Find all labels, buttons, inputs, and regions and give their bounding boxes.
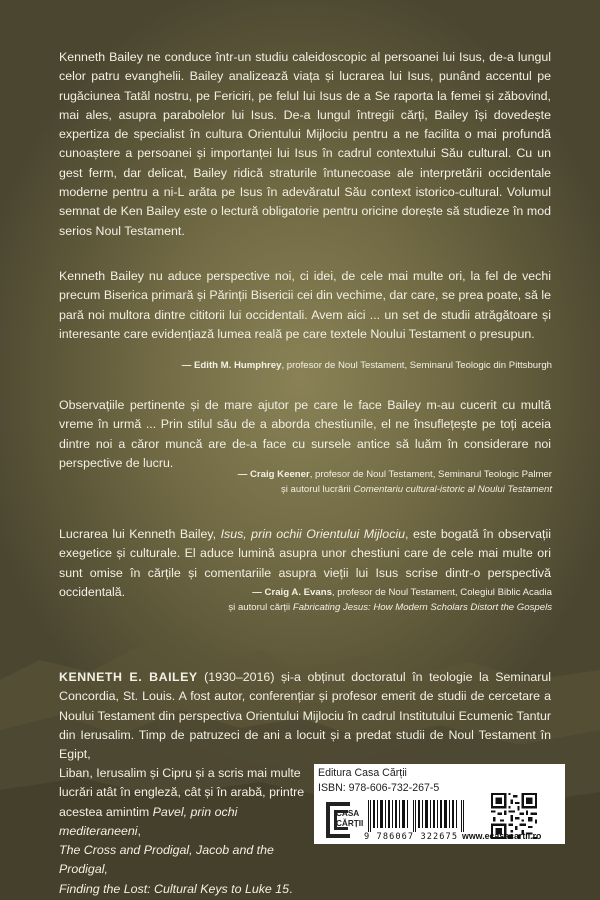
review-attribution-2 <box>132 358 552 373</box>
author-bio-continued <box>59 764 309 899</box>
reviewer-credentials: , profesor de Noul Testament, Seminarul Teologic Palmer <box>309 469 552 480</box>
bio-line: Liban, Ierusalim și Cipru și a scris mai multe <box>59 766 301 780</box>
review-text: Lucrarea lui Kenneth Bailey, <box>59 527 221 541</box>
bio-text: acestea amintim <box>59 804 153 819</box>
book-title: Isus, prin ochii Orientului Mijlociu <box>220 527 406 541</box>
bio-line <box>59 803 309 842</box>
bio-line <box>59 841 309 880</box>
review-paragraph-1: Kenneth Bailey ne conduce într-un studiu caleidoscopic al persoanei lui Isus, de-a lungul celor patru evanghelii. Bailey analizează viața și lucrarea lui Isus, punând accentul pe rugăciunea Tatăl nostru, pe Fericiri, pe felul lui Isus de a Se raporta la femei și zăbovind, mai ales, asupra parabolelor lui Isus. De-a lungul întregii cărți, Bailey își dovedește expertiza de specialist în cultura Orientului Mijlociu pentru a ne facilita o mai profundă cunoaștere a persoanei și importanței lui Isus în cadrul contextului Său cultural. Cu un gest ferm, dar delicat, Bailey ridică straturile întunecoase ale interpretării occidentale moderne pentru a ni-L arăta pe Isus în adevăratul Său context istorico-cultural. Volumul semnat de Ken Bailey este o lectură obligatorie pentru oricine dorește să studieze în mod serios Noul Testament. <box>59 50 551 238</box>
book-title: Finding the Lost: Cultural Keys to Luke 15 <box>59 881 290 896</box>
barcode-digits: 9 786067 322675 <box>364 832 459 842</box>
publisher-name: Editura Casa Cărții <box>318 767 407 779</box>
bio-line <box>59 880 309 899</box>
review-attribution-3 <box>132 467 552 497</box>
review-text: , este bogată în observații exegetice și culturale. El aduce lumină asupra unor chestiuni care de cele mai multe ori sunt omise în cărțile și comentariile asupra vieții lui Isus scrise dintr-o perspectivă occidentală. <box>59 527 551 599</box>
book-title: The Cross and Prodigal, Jacob and the Prodigal, <box>59 843 274 877</box>
isbn-text: ISBN: 978-606-732-267-5 <box>318 782 440 794</box>
bio-text: , <box>137 823 141 838</box>
bio-text: . <box>289 881 293 896</box>
barcode-icon <box>366 800 466 832</box>
review-paragraph-2: Kenneth Bailey nu aduce perspective noi, ci idei, de cele mai multe ori, la fel de vechi precum Biserica primară și Părinții Bisericii cei din vechime, dar care, se prea poate, să le pară noi multora dintre cititorii lui occidentali. Avem aici ... un set de studii atrăgătoare și interesante care evidențiază lumea reală pe care textele Noului Testament o presupun. <box>59 269 551 341</box>
logo-line: CĂRȚII <box>336 819 364 828</box>
reviewer-name: — Craig Keener <box>237 469 310 480</box>
bio-text: (1930–2016) și-a obținut doctoratul în teologie la Seminarul Concordia, St. Louis. A fost autor, conferențiar și profesor emerit de studii de cercetare a Noului Testament din perspectiva Orientului Mijlociu în cadrul Institutului Ecumenic Tantur din Ierusalim. Timp de patruzeci de ani a locuit și a predat studii de Noul Testament în Egipt, <box>59 670 551 762</box>
author-name: KENNETH E. BAILEY <box>59 670 198 684</box>
reviewer-work-title: Fabricating Jesus: How Modern Scholars Distort the Gospels <box>292 602 552 613</box>
review-paragraph-3: Observațiile pertinente și de mare ajutor pe care le face Bailey m-au cucerit cu multă vreme în urmă ... Prin stilul său de a aborda chestiunile, el ne însuflețește pe toți aceia dintre noi a căror muncă are de-a face cu sursele antice să luăm în considerare noi perspective de lucru. <box>59 398 551 470</box>
reviewer-name: — Edith M. Humphrey <box>181 360 282 371</box>
author-bio <box>59 668 551 764</box>
reviewer-work-intro: și autorul lucrării <box>280 484 354 495</box>
reviewer-credentials: , profesor de Noul Testament, Colegiul Biblic Acadia <box>331 587 552 598</box>
reviewer-name: — Craig A. Evans <box>252 587 332 598</box>
bio-line: lucrări atât în engleză, cât și în arabă, printre <box>59 785 305 800</box>
reviewer-credentials: , profesor de Noul Testament, Seminarul Teologic din Pittsburgh <box>281 360 552 371</box>
publisher-block <box>314 764 565 844</box>
reviewer-work-title: Comentariu cultural-istoric al Noului Testament <box>353 484 552 495</box>
logo-line: CASA <box>336 809 360 818</box>
website-text: www.ecasacartii.ro <box>462 831 542 841</box>
publisher-logo-text <box>336 809 363 829</box>
book-title: Pavel, prin ochi mediteraneeni <box>59 804 238 838</box>
reviewer-work-intro: și autorul cărții <box>228 602 293 613</box>
review-attribution-4 <box>132 585 552 615</box>
